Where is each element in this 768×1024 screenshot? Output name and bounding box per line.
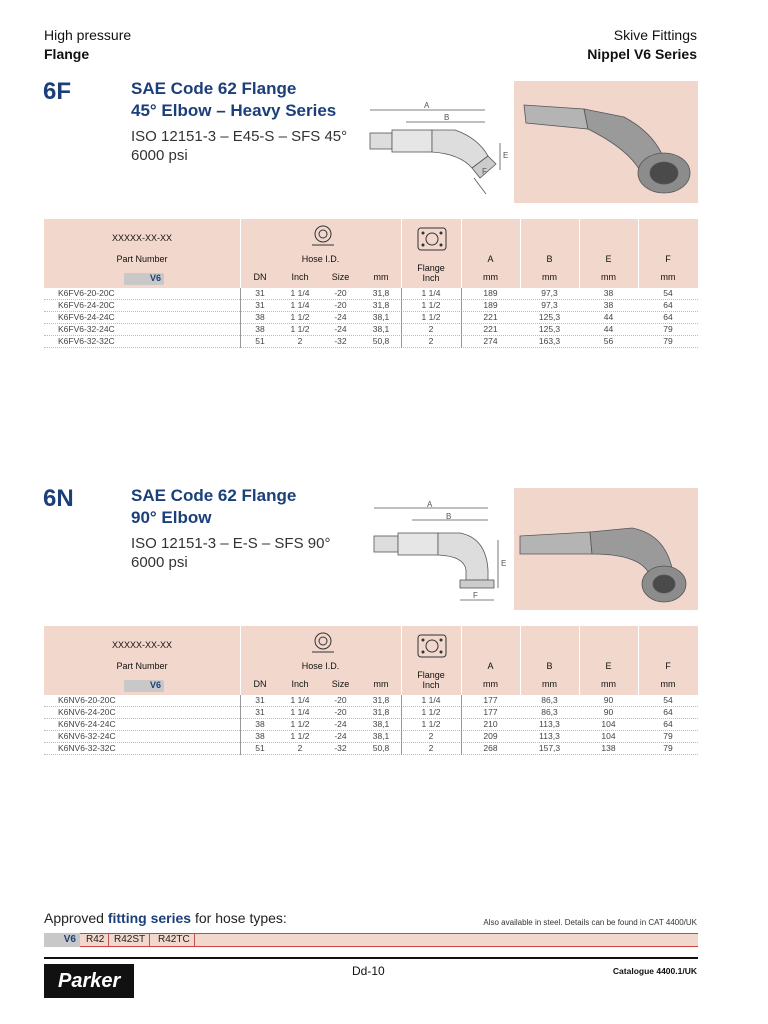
table-cell: 138 — [601, 743, 616, 753]
approved-hose-types-heading — [44, 910, 287, 926]
table-cell: 97,3 — [541, 288, 558, 298]
table-cell: 31,8 — [372, 695, 390, 705]
table-cell: 31 — [255, 707, 265, 717]
col-size: Size — [331, 272, 350, 282]
table-cell: K6FV6-32-24C — [58, 324, 115, 334]
table-cell: 113,3 — [539, 731, 560, 741]
table-body — [44, 695, 698, 755]
table-header — [44, 626, 698, 695]
section-title — [131, 78, 336, 122]
table-cell: K6FV6-24-20C — [58, 300, 115, 310]
table-cell: K6NV6-20-20C — [58, 695, 116, 705]
section-spec-standard: ISO 12151-3 – E-S – SFS 90° — [131, 535, 331, 552]
header-series: Nippel V6 Series — [587, 46, 697, 62]
table-cell: 1 1/2 — [421, 300, 441, 310]
table-row — [44, 324, 698, 336]
table-cell: K6FV6-24-24C — [58, 312, 115, 322]
table-cell: 1 1/2 — [290, 312, 310, 322]
parker-logo-text: Parker — [58, 970, 121, 992]
col-f-unit: mm — [660, 272, 676, 282]
table-cell: 177 — [483, 695, 498, 705]
table-cell: 1 1/4 — [290, 300, 310, 310]
approved-text: Approved — [44, 910, 108, 926]
hose-type-tag: R42TC — [154, 934, 195, 946]
table-cell: 2 — [428, 324, 434, 334]
approved-text: hose types: — [215, 910, 287, 926]
table-cell: 268 — [483, 743, 498, 753]
column-divider — [240, 288, 241, 348]
table-cell: -24 — [334, 731, 347, 741]
v6-badge-label: V6 — [63, 934, 76, 945]
table-cell: 1 1/2 — [421, 312, 441, 322]
section-title-line2: 45° Elbow – Heavy Series — [131, 101, 337, 120]
table-cell: 2 — [428, 731, 434, 741]
col-f: F — [665, 661, 671, 671]
table-cell: 157,3 — [538, 743, 561, 753]
col-flange: Flange — [417, 670, 445, 680]
table-cell: 79 — [663, 336, 673, 346]
table-cell: 177 — [483, 707, 498, 717]
col-b: B — [546, 254, 553, 264]
table-cell: 163,3 — [538, 336, 561, 346]
table-cell: 64 — [663, 312, 673, 322]
table-cell: 221 — [483, 324, 498, 334]
page-number: Dd-10 — [352, 964, 385, 978]
column-divider — [401, 288, 402, 348]
col-b: B — [546, 661, 553, 671]
header-product-family: Skive Fittings — [613, 27, 697, 43]
section-spec — [131, 127, 347, 165]
table-cell: 1 1/2 — [421, 719, 441, 729]
col-a-unit: mm — [483, 272, 498, 282]
fitting-45-elbow-drawing — [360, 98, 510, 208]
table-cell: K6NV6-32-24C — [58, 731, 116, 741]
table-cell: 189 — [483, 300, 498, 310]
section-code: 6N — [43, 485, 74, 512]
table-cell: 38,1 — [372, 719, 390, 729]
table-row — [44, 743, 698, 755]
approved-text: for — [191, 910, 216, 926]
table-cell: -20 — [334, 288, 347, 298]
table-row — [44, 300, 698, 312]
footer-rule — [44, 957, 698, 959]
header-right — [587, 26, 697, 64]
table-cell: 1 1/4 — [421, 695, 441, 705]
flange-icon — [416, 632, 448, 660]
dim-f-label: F — [482, 167, 487, 176]
col-mm: mm — [373, 272, 389, 282]
availability-note: Also available in steel. Details can be found in CAT 4400/UK — [483, 918, 697, 927]
v6-badge — [44, 933, 80, 947]
column-divider — [401, 695, 402, 755]
table-cell: 31,8 — [372, 707, 390, 717]
table-cell: 209 — [483, 731, 498, 741]
col-dn: DN — [253, 272, 267, 282]
table-cell: 274 — [483, 336, 498, 346]
table-cell: 64 — [663, 719, 673, 729]
table-cell: 113,3 — [539, 719, 560, 729]
hose-id-label: Hose I.D. — [301, 661, 340, 671]
table-cell: 31 — [255, 288, 265, 298]
col-size: Size — [331, 679, 350, 689]
table-cell: 2 — [297, 336, 303, 346]
part-number-label: Part Number — [116, 661, 168, 671]
table-cell: 54 — [663, 288, 673, 298]
table-row — [44, 731, 698, 743]
table-cell: 1 1/2 — [290, 731, 310, 741]
col-flange: Flange — [417, 263, 445, 273]
table-row — [44, 288, 698, 300]
col-flange-inch: Inch — [422, 680, 440, 690]
table-cell: -24 — [334, 324, 347, 334]
table-cell: 2 — [428, 336, 434, 346]
flange-icon — [416, 225, 448, 253]
table-cell: 51 — [255, 336, 265, 346]
hose-id-label: Hose I.D. — [301, 254, 340, 264]
table-cell: -24 — [334, 312, 347, 322]
column-divider — [461, 288, 462, 348]
table-cell: K6FV6-20-20C — [58, 288, 115, 298]
col-e-unit: mm — [601, 679, 616, 689]
dim-f-label: F — [473, 591, 478, 600]
col-dn: DN — [253, 679, 267, 689]
table-cell: 1 1/2 — [421, 707, 441, 717]
table-cell: K6NV6-32-32C — [58, 743, 116, 753]
table-row — [44, 695, 698, 707]
table-cell: -32 — [334, 336, 347, 346]
table-cell: 79 — [663, 324, 673, 334]
col-mm: mm — [373, 679, 389, 689]
section-title — [131, 485, 296, 529]
section-spec-standard: ISO 12151-3 – E45-S – SFS 45° — [131, 128, 348, 145]
table-cell: 2 — [297, 743, 303, 753]
col-f-unit: mm — [660, 679, 676, 689]
dim-a-label: A — [427, 500, 433, 509]
catalogue-reference: Catalogue 4400.1/UK — [612, 966, 697, 976]
table-cell: 90 — [603, 695, 614, 705]
dim-e-label: E — [501, 559, 507, 568]
table-cell: -20 — [334, 695, 347, 705]
v6-badge-label: V6 — [149, 273, 161, 283]
hose-id-icon — [310, 630, 336, 656]
section-spec-pressure: 6000 psi — [131, 147, 188, 164]
dim-a-label: A — [424, 101, 430, 110]
table-cell: 44 — [603, 312, 614, 322]
dim-b-label: B — [446, 512, 452, 521]
table-cell: 79 — [663, 731, 673, 741]
table-cell: 31 — [255, 300, 265, 310]
col-f: F — [665, 254, 671, 264]
table-cell: -20 — [334, 707, 347, 717]
col-a: A — [487, 661, 494, 671]
col-e-unit: mm — [601, 272, 616, 282]
dim-b-label: B — [444, 113, 450, 122]
table-cell: 38 — [255, 719, 265, 729]
parts-table — [44, 219, 698, 348]
table-cell: K6NV6-24-20C — [58, 707, 116, 717]
column-divider — [461, 695, 462, 755]
v6-badge-label: V6 — [149, 680, 161, 690]
table-header — [44, 219, 698, 288]
part-number-label: Part Number — [116, 254, 168, 264]
table-cell: 38,1 — [372, 312, 390, 322]
table-cell: 97,3 — [541, 300, 558, 310]
table-cell: 2 — [428, 743, 434, 753]
approved-text-highlight: fitting series — [107, 910, 192, 926]
table-row — [44, 312, 698, 324]
table-cell: -20 — [334, 300, 347, 310]
hose-type-bar — [44, 933, 698, 947]
table-cell: 1 1/4 — [290, 288, 310, 298]
part-number-code: XXXXX-XX-XX — [111, 233, 173, 243]
table-cell: 1 1/2 — [290, 719, 310, 729]
col-flange-inch: Inch — [422, 273, 440, 283]
fitting-90-elbow-drawing — [360, 500, 510, 610]
section-spec-pressure: 6000 psi — [131, 554, 188, 571]
col-b-unit: mm — [542, 679, 557, 689]
section-spec — [131, 534, 330, 572]
parker-logo — [44, 964, 134, 998]
table-cell: 38 — [603, 288, 614, 298]
table-cell: 38,1 — [372, 324, 390, 334]
table-cell: 38,1 — [372, 731, 390, 741]
table-cell: 86,3 — [541, 695, 558, 705]
table-cell: 31,8 — [372, 288, 390, 298]
col-e: E — [605, 661, 612, 671]
section-title-line1: SAE Code 62 Flange — [131, 486, 297, 505]
table-cell: 79 — [663, 743, 673, 753]
table-cell: 1 1/4 — [421, 288, 441, 298]
table-cell: 210 — [483, 719, 498, 729]
table-cell: 50,8 — [372, 336, 390, 346]
table-cell: 50,8 — [372, 743, 390, 753]
table-cell: 86,3 — [541, 707, 558, 717]
table-cell: 38 — [255, 731, 265, 741]
part-number-code: XXXXX-XX-XX — [111, 640, 173, 650]
table-cell: 104 — [601, 719, 616, 729]
table-cell: 125,3 — [538, 324, 561, 334]
table-body — [44, 288, 698, 348]
col-a: A — [487, 254, 494, 264]
table-cell: 189 — [483, 288, 498, 298]
col-a-unit: mm — [483, 679, 498, 689]
col-inch: Inch — [291, 272, 309, 282]
parts-table — [44, 626, 698, 755]
table-cell: 54 — [663, 695, 673, 705]
table-cell: 38 — [603, 300, 614, 310]
table-cell: 64 — [663, 707, 673, 717]
col-e: E — [605, 254, 612, 264]
table-cell: 56 — [603, 336, 614, 346]
table-cell: 31,8 — [372, 300, 390, 310]
v6-badge — [124, 680, 164, 692]
table-row — [44, 336, 698, 348]
header-subcategory: Flange — [44, 46, 90, 62]
hose-type-tag: R42 — [82, 934, 109, 946]
hose-type-tag: R42ST — [110, 934, 150, 946]
table-cell: -24 — [334, 719, 347, 729]
table-row — [44, 719, 698, 731]
hose-id-icon — [310, 223, 336, 249]
v6-badge — [124, 273, 164, 285]
table-cell: 31 — [255, 695, 265, 705]
table-cell: 104 — [601, 731, 616, 741]
fitting-45-elbow-photo — [514, 81, 698, 203]
table-cell: K6NV6-24-24C — [58, 719, 116, 729]
table-cell: K6FV6-32-32C — [58, 336, 115, 346]
fitting-90-elbow-photo — [514, 488, 698, 610]
table-cell: 1 1/4 — [290, 707, 310, 717]
header-category: High pressure — [44, 27, 132, 43]
col-b-unit: mm — [542, 272, 557, 282]
table-cell: 125,3 — [538, 312, 561, 322]
table-cell: -32 — [334, 743, 347, 753]
table-cell: 38 — [255, 324, 265, 334]
section-title-line1: SAE Code 62 Flange — [131, 79, 297, 98]
table-row — [44, 707, 698, 719]
table-cell: 221 — [483, 312, 498, 322]
section-code: 6F — [43, 78, 72, 105]
table-cell: 64 — [663, 300, 673, 310]
table-cell: 51 — [255, 743, 265, 753]
dim-e-label: E — [503, 151, 509, 160]
table-cell: 1 1/4 — [290, 695, 310, 705]
header-left — [44, 26, 131, 64]
col-inch: Inch — [291, 679, 309, 689]
table-cell: 90 — [603, 707, 614, 717]
table-cell: 38 — [255, 312, 265, 322]
section-title-line2: 90° Elbow — [131, 508, 212, 527]
column-divider — [240, 695, 241, 755]
table-cell: 1 1/2 — [290, 324, 310, 334]
table-cell: 44 — [603, 324, 614, 334]
